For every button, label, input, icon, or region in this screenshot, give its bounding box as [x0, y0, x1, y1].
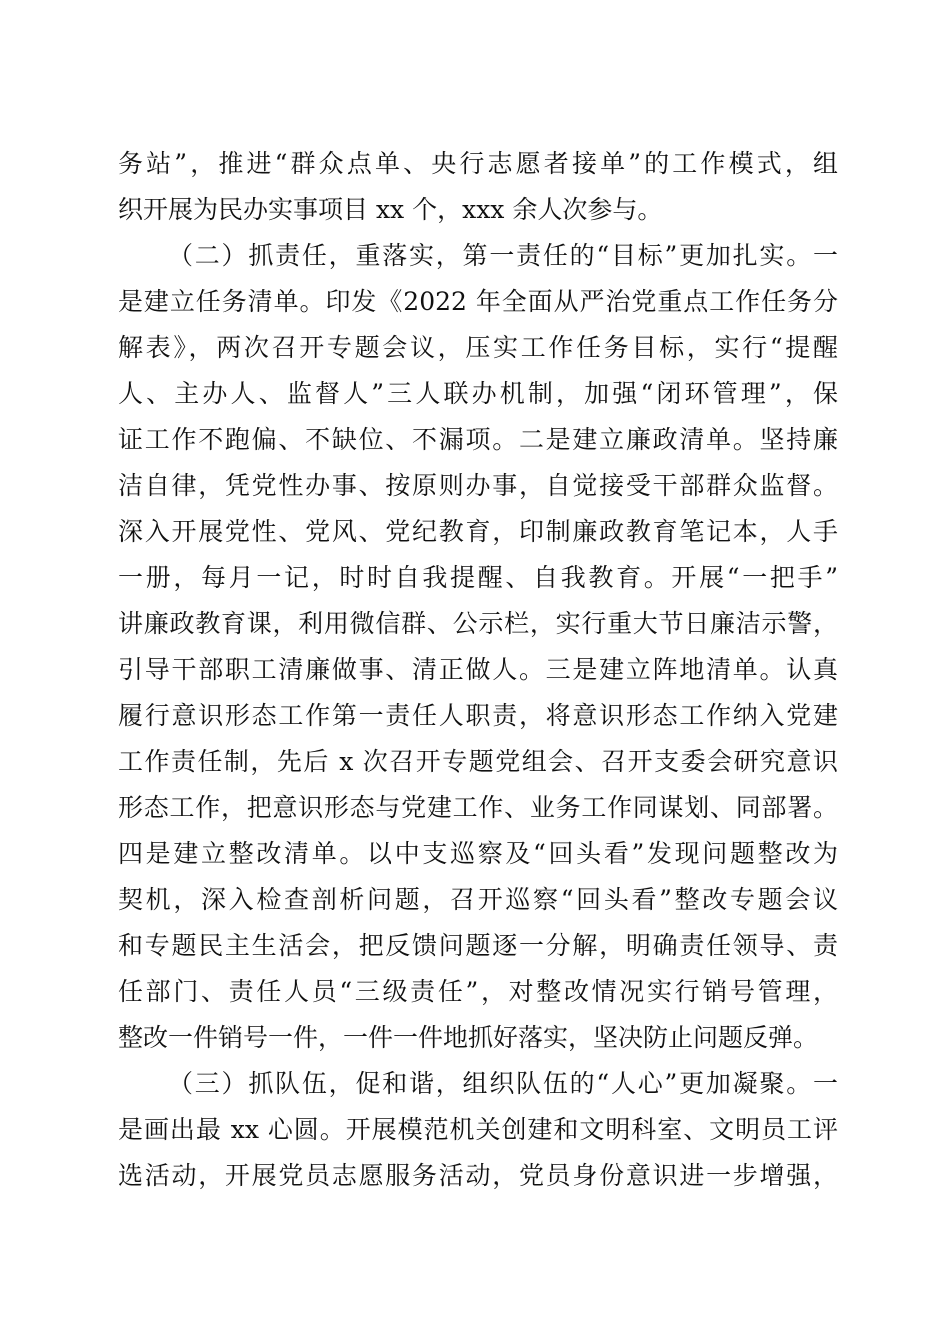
text-line: 一册，每月一记，时时自我提醒、自我教育。开展“一把手” — [118, 563, 838, 592]
text-line: 是画出最 xx 心圆。开展模范机关创建和文明科室、文明员工评 — [118, 1115, 838, 1144]
text-line: 引导干部职工清廉做事、清正做人。三是建立阵地清单。认真 — [118, 655, 838, 684]
text-line: 任部门、责任人员“三级责任”，对整改情况实行销号管理， — [118, 977, 838, 1006]
text-line: 深入开展党性、党风、党纪教育，印制廉政教育笔记本，人手 — [118, 517, 838, 546]
text-line: 织开展为民办实事项目 xx 个，xxx 余人次参与。 — [118, 195, 663, 224]
text-line: 工作责任制，先后 x 次召开专题党组会、召开支委会研究意识 — [118, 747, 838, 776]
section-heading-line: （二）抓责任，重落实，第一责任的“目标”更加扎实。一 — [168, 241, 838, 270]
text-line: 履行意识形态工作第一责任人职责，将意识形态工作纳入党建 — [118, 701, 838, 730]
text-line: 契机，深入检查剖析问题，召开巡察“回头看”整改专题会议 — [118, 885, 838, 914]
text-line: 和专题民主生活会，把反馈问题逐一分解，明确责任领导、责 — [118, 931, 838, 960]
text-line: 证工作不跑偏、不缺位、不漏项。二是建立廉政清单。坚持廉 — [118, 425, 838, 454]
text-line: 人、主办人、监督人”三人联办机制，加强“闭环管理”，保 — [118, 379, 838, 408]
text-line: 形态工作，把意识形态与党建工作、业务工作同谋划、同部署。 — [118, 793, 838, 822]
text-line: 整改一件销号一件，一件一件地抓好落实，坚决防止问题反弹。 — [118, 1023, 819, 1052]
section-heading-line: （三）抓队伍，促和谐，组织队伍的“人心”更加凝聚。一 — [168, 1069, 838, 1098]
text-line: 解表》，两次召开专题会议，压实工作任务目标，实行“提醒 — [118, 333, 838, 362]
text-line: 选活动，开展党员志愿服务活动，党员身份意识进一步增强， — [118, 1161, 838, 1190]
text-line: 四是建立整改清单。以中支巡察及“回头看”发现问题整改为 — [118, 839, 838, 868]
text-line: 洁自律，凭党性办事、按原则办事，自觉接受干部群众监督。 — [118, 471, 838, 500]
text-line: 务站”，推进“群众点单、央行志愿者接单”的工作模式，组 — [118, 149, 838, 178]
text-line: 是建立任务清单。印发《2022 年全面从严治党重点工作任务分 — [118, 287, 838, 316]
text-line: 讲廉政教育课，利用微信群、公示栏，实行重大节日廉洁示警， — [118, 609, 838, 638]
